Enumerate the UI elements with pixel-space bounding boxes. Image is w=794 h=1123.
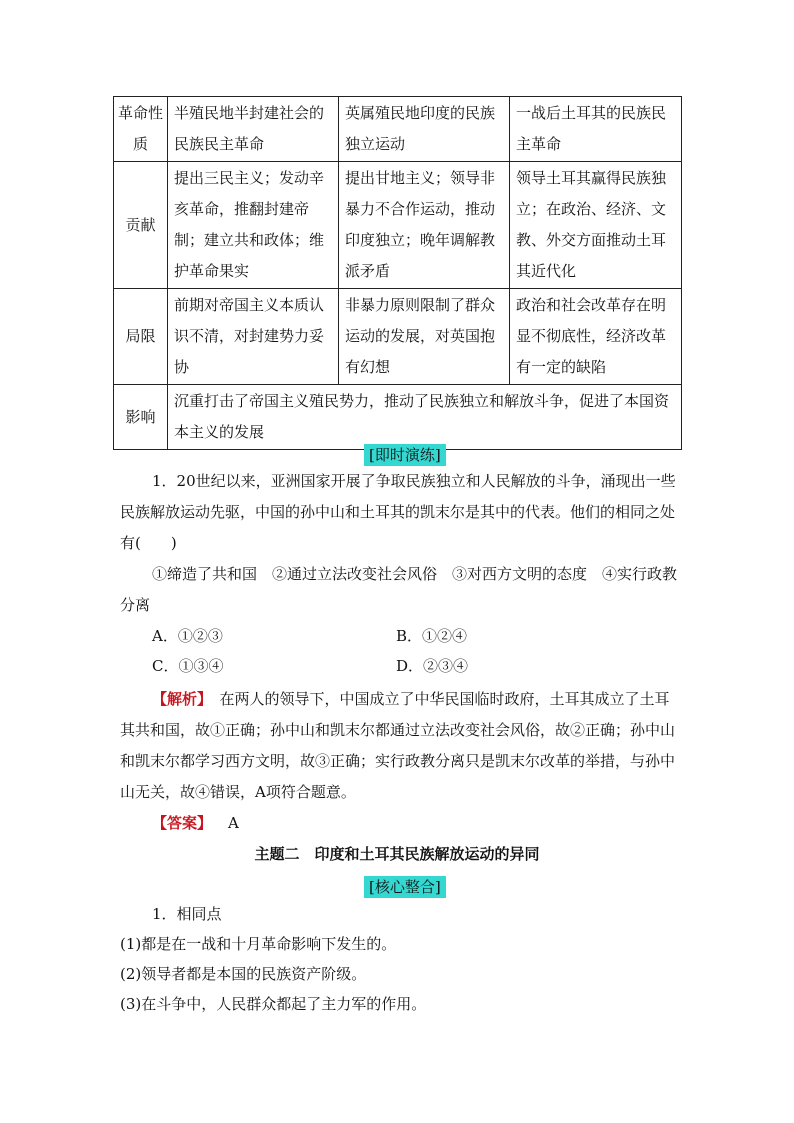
table-cell-influence: 沉重打击了帝国主义殖民势力，推动了民族独立和解放斗争，促进了本国资本主义的发展 bbox=[168, 385, 682, 450]
table-row bbox=[114, 97, 682, 162]
table-row bbox=[114, 162, 682, 289]
table-cell: 政治和社会改革存在明显不彻底性，经济改革有一定的缺陷 bbox=[510, 289, 682, 385]
table-cell: 非暴力原则限制了群众运动的发展，对英国抱有幻想 bbox=[339, 289, 510, 385]
analysis-paragraph bbox=[120, 684, 680, 808]
point-3: (3)在斗争中，人民群众都起了主力军的作用。 bbox=[120, 995, 427, 1013]
analysis-label: 【解析】 bbox=[152, 690, 205, 708]
analysis-text: 在两人的领导下，中国成立了中华民国临时政府，土耳其成立了土耳其共和国，故①正确；孙中山和凯末尔都通过立法改变社会风俗，故②正确；孙中山和凯末尔都学习西方文明，故③正确；实行政教分离只是凯末尔改革的举措，与孙中山无关，故④错误，A项符合题意。 bbox=[120, 690, 676, 801]
row-head-contribution: 贡献 bbox=[114, 162, 168, 289]
table-cell: 提出三民主义；发动辛亥革命，推翻封建帝制；建立共和政体；维护革命果实 bbox=[168, 162, 339, 289]
core-badge: [核心整合] bbox=[364, 876, 446, 898]
row-head-limitation: 局限 bbox=[114, 289, 168, 385]
option-a: A．①②③ bbox=[152, 627, 223, 645]
question-stem: 1．20世纪以来，亚洲国家开展了争取民族独立和人民解放的斗争，涌现出一些民族解放运动先驱，中国的孙中山和土耳其的凯末尔是其中的代表。他们的相同之处有( ) bbox=[120, 472, 676, 552]
table-cell: 半殖民地半封建社会的民族民主革命 bbox=[168, 97, 339, 162]
points-heading: 1．相同点 bbox=[152, 905, 222, 923]
row-head-influence: 影响 bbox=[114, 385, 168, 450]
table-row bbox=[114, 385, 682, 450]
table-row bbox=[114, 289, 682, 385]
table-cell: 英属殖民地印度的民族独立运动 bbox=[339, 97, 510, 162]
table-cell: 一战后土耳其的民族民主革命 bbox=[510, 97, 682, 162]
point-2: (2)领导者都是本国的民族资产阶级。 bbox=[120, 965, 367, 983]
question-items: ①缔造了共和国 ②通过立法改变社会风俗 ③对西方文明的态度 ④实行政教分离 bbox=[120, 565, 678, 614]
row-head-nature: 革命性质 bbox=[114, 97, 168, 162]
section-title: 主题二 印度和土耳其民族解放运动的异同 bbox=[254, 845, 540, 863]
answer-label: 【答案】 bbox=[152, 814, 213, 832]
answer-value: A bbox=[228, 814, 239, 832]
point-1: (1)都是在一战和十月革命影响下发生的。 bbox=[120, 935, 397, 953]
answer-line bbox=[120, 808, 680, 839]
comparison-table bbox=[113, 96, 682, 450]
option-c: C．①③④ bbox=[152, 657, 224, 675]
table-cell: 领导土耳其赢得民族独立；在政治、经济、文教、外交方面推动土耳其近代化 bbox=[510, 162, 682, 289]
table-cell: 提出甘地主义；领导非暴力不合作运动，推动印度独立；晚年调解教派矛盾 bbox=[339, 162, 510, 289]
option-d: D．②③④ bbox=[396, 657, 469, 675]
option-b: B．①②④ bbox=[396, 627, 468, 645]
practice-badge: [即时演练] bbox=[364, 444, 446, 466]
table-cell: 前期对帝国主义本质认识不清，对封建势力妥协 bbox=[168, 289, 339, 385]
